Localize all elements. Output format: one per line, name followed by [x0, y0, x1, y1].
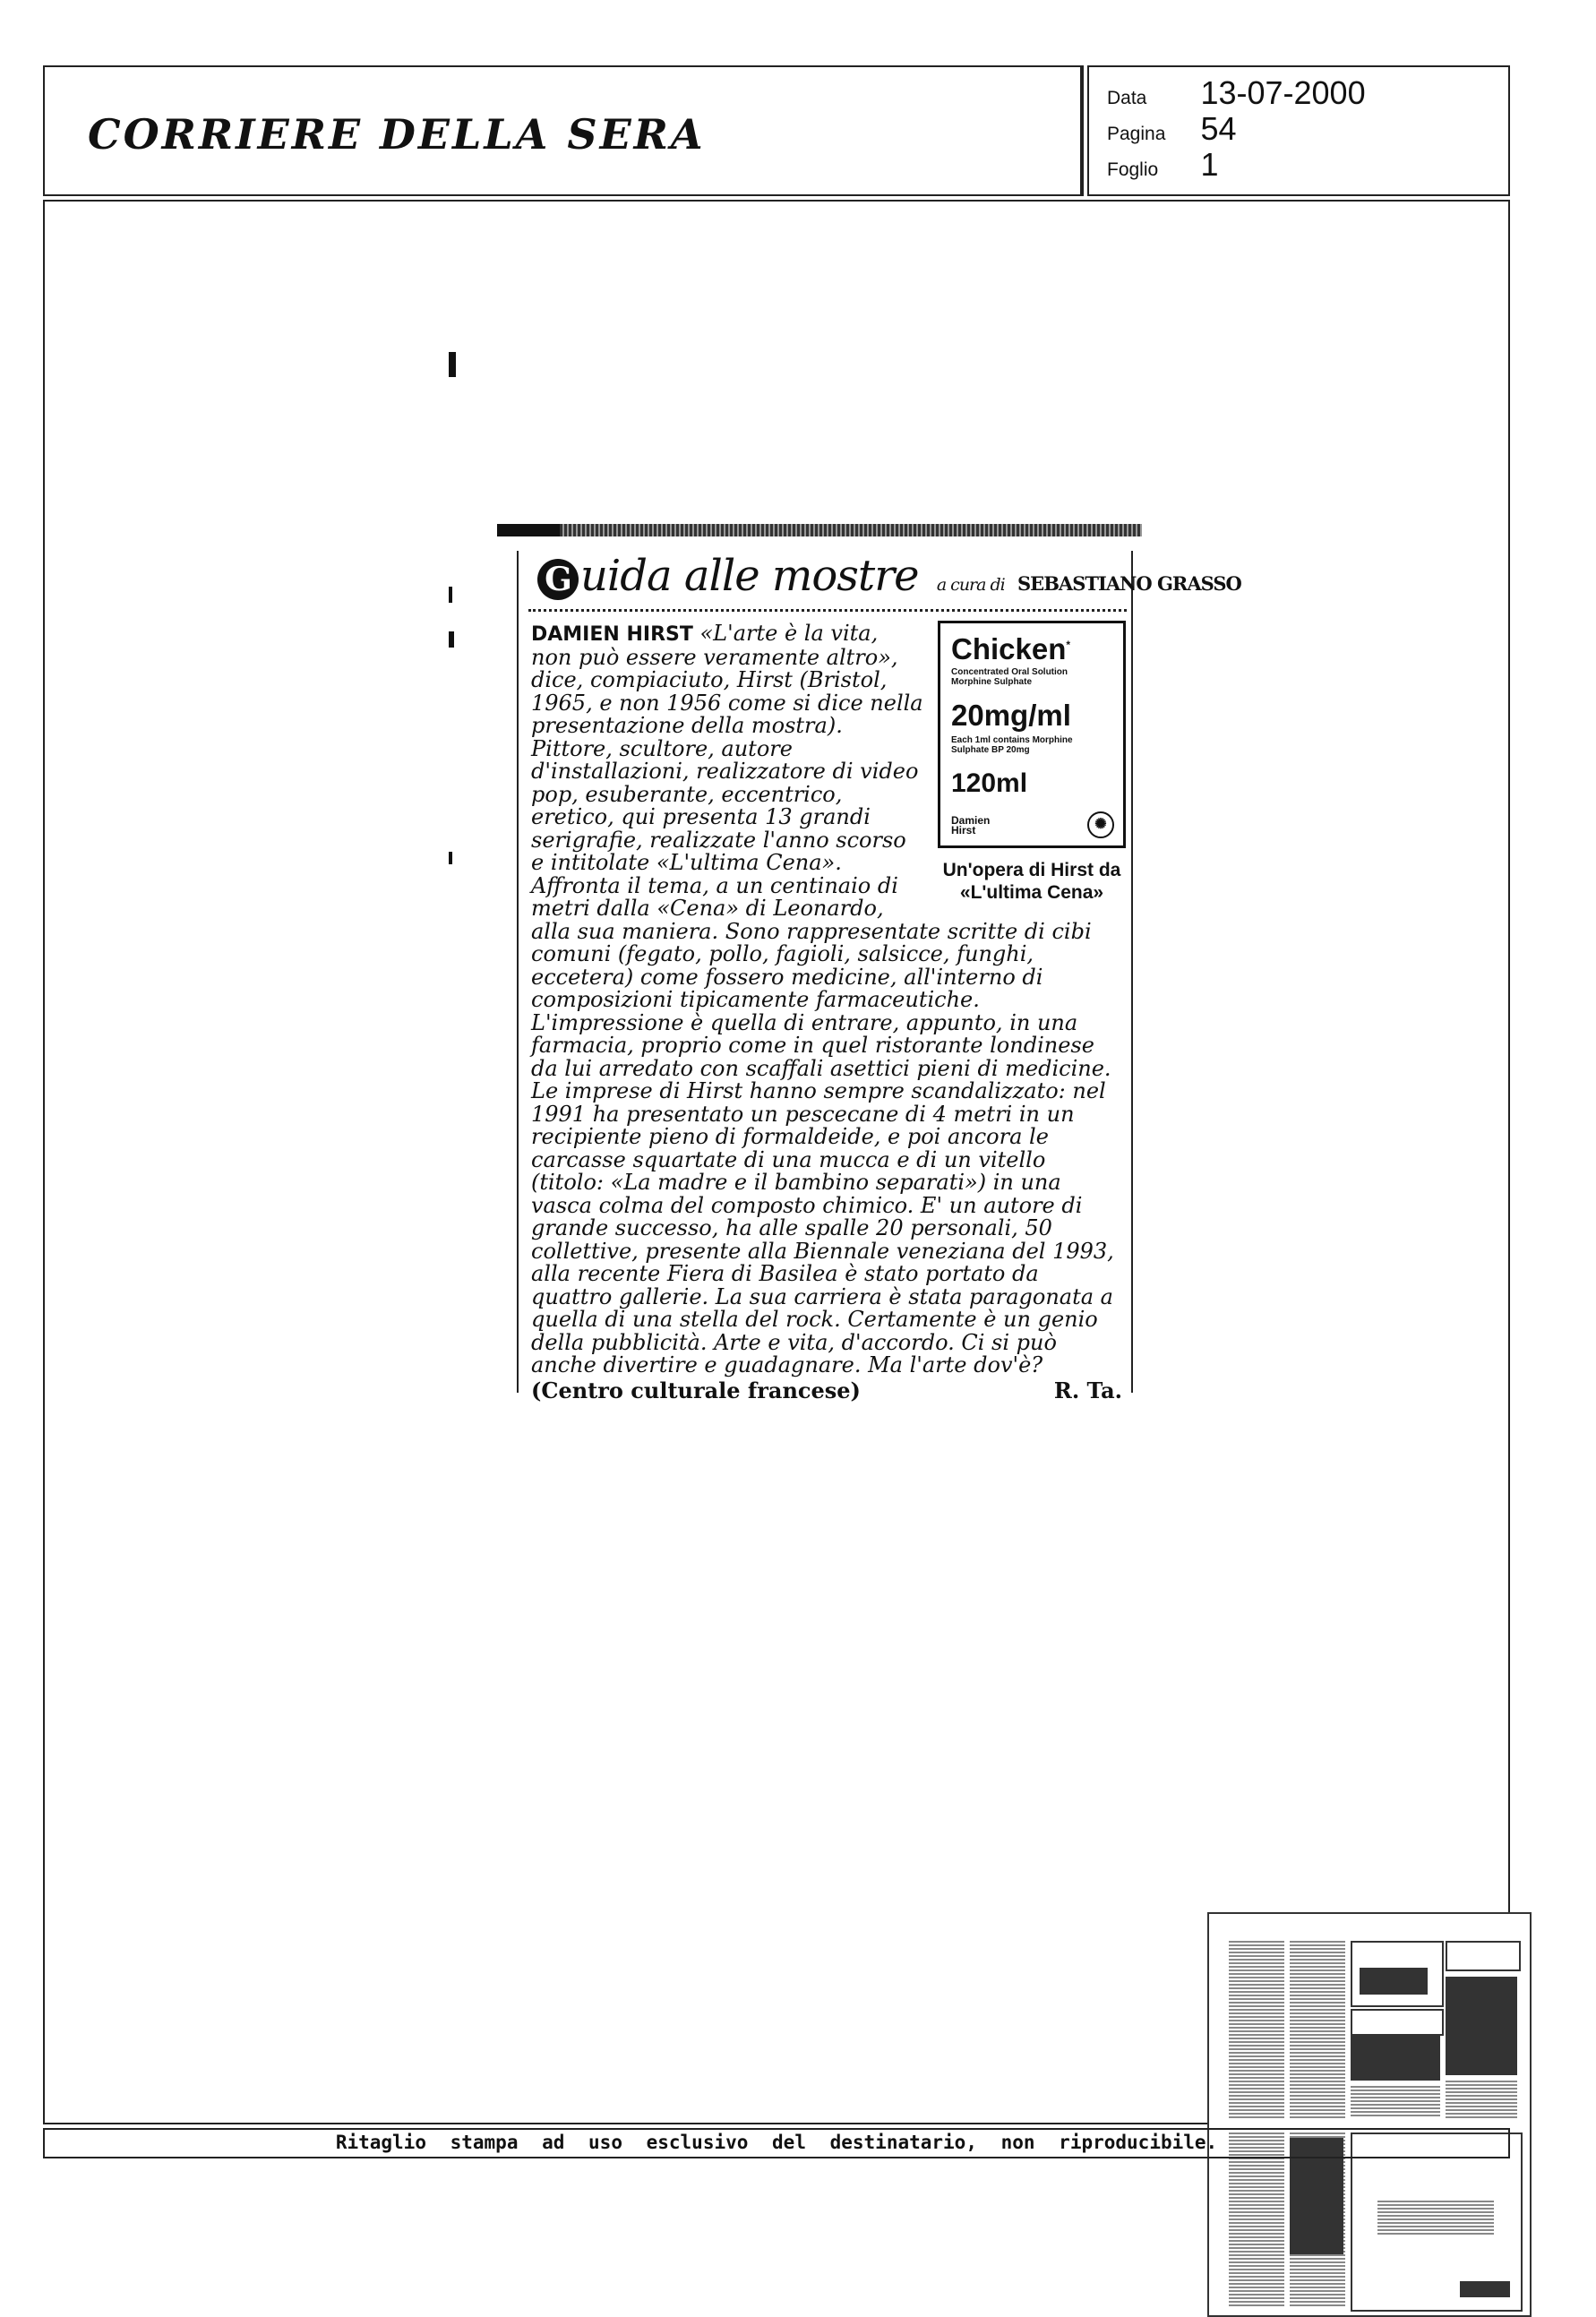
card-artist-first: Damien — [951, 814, 991, 827]
adjacent-column-fragment — [449, 631, 454, 648]
thumbnail-photo — [1351, 2036, 1440, 2081]
meta-sheet-value: 1 — [1200, 146, 1219, 183]
thumbnail-text-column — [1229, 2132, 1284, 2308]
masthead: CORRIERE DELLA SERA — [88, 110, 706, 159]
adjacent-column-fragment — [449, 587, 452, 603]
card-title: Chicken* — [951, 632, 1071, 665]
card-dose: 20mg/ml — [951, 699, 1071, 732]
venue: (Centro culturale francese) — [531, 1377, 861, 1403]
dotted-divider — [528, 609, 1127, 612]
signature: R. Ta. — [1053, 1377, 1122, 1403]
meta-page-row — [1107, 110, 1237, 148]
card-line-4: Sulphate BP 20mg — [951, 745, 1030, 755]
thumbnail-text-column — [1290, 1941, 1345, 2120]
thumbnail-text-column — [1229, 1941, 1284, 2120]
article-body: «L'arte è la vita, non può essere veramente altro», dice, compiaciuto, Hirst (Bristol, 1965, e non 1956 come si dice nella presentazione della mostra). Pittore, scultore, autore d'installazioni, realizzatore di video pop, esuberante, eccentrico, eretico, qui presenta 13 grandi serigrafie, realizzate l'anno scorso e intitolate «L'ultima Cena». Affronta il tema, a un centinaio di metri dalla «Cena» di Leonardo, alla sua maniera. Sono rappresentate scritte di cibi comuni (fegato, pollo, fagioli, salsicce, funghi, eccetera) come fossero medicine, all'interno di composizioni tipicamente farmaceutiche. L'impressione è quella di entrare, appunto, in una farmacia, proprio come in quel ristorante londinese da lui arredato con scaffali asettici pieni di medicine. Le imprese di Hirst hanno sempre scandalizzato: nel 1991 ha presentato un pescecane di 4 metri in un recipiente pieno di formaldeide, e poi ancora le carcasse squartate di una mucca e di un vitello (titolo: «La madre e il bambino separati») in una vasca colma del composto chimico. E' un autore di grande successo, ha alle spalle 20 personali, 50 collettive, presente alla Biennale veneziana del 1993, alla recente Fiera di Basilea è stato portato da quattro gallerie. La sua carriera è stata paragonata a quella di una stella del rock. Certamente è un genio della pubblicità. Arte e vita, d'accordo. Ci si può anche divertire e guadagnare. Ma l'arte dov'è? — [531, 621, 1114, 1377]
thumbnail-ad-image — [1360, 1968, 1428, 1995]
section-title-text: uida alle mostre — [580, 551, 919, 601]
section-title — [537, 551, 1241, 601]
top-rule-accent — [497, 524, 560, 536]
thumbnail-ad — [1351, 2009, 1444, 2036]
meta-date-value: 13-07-2000 — [1200, 74, 1366, 111]
curator-name: SEBASTIANO GRASSO — [1017, 572, 1241, 595]
footer-notice: Ritaglio stampa ad uso esclusivo del destinatario, non riproducibile. — [335, 2132, 1218, 2153]
meta-page-value: 54 — [1200, 110, 1237, 147]
artwork-label-card — [938, 621, 1126, 848]
top-rule — [497, 524, 1142, 536]
section-initial: G — [537, 559, 579, 600]
meta-date-label: Data — [1107, 88, 1147, 108]
curated-by-label: a cura di — [936, 575, 1005, 595]
header-meta-box — [1087, 65, 1510, 196]
adjacent-column-fragment — [449, 352, 456, 377]
thumbnail-text-column — [1446, 2081, 1517, 2120]
meta-sheet-row — [1107, 146, 1218, 184]
pharmacy-symbol-icon: ✺ — [1087, 811, 1114, 838]
article-headline: DAMIEN HIRST — [531, 623, 693, 646]
header-masthead-box — [43, 65, 1084, 196]
column-rule-right — [1131, 551, 1133, 1393]
meta-page-label: Pagina — [1107, 124, 1166, 144]
card-line-1: Concentrated Oral Solution — [951, 667, 1068, 677]
thumbnail-ad-logo — [1460, 2281, 1510, 2297]
article-clipping — [497, 524, 1241, 1403]
footer-box — [43, 2128, 1510, 2158]
thumbnail-ad-text — [1377, 2201, 1494, 2236]
thumbnail-ad — [1446, 1941, 1521, 1971]
page-thumbnail — [1207, 1912, 1532, 2317]
thumbnail-text-column — [1351, 2086, 1440, 2118]
meta-date-row — [1107, 74, 1366, 112]
card-volume: 120ml — [951, 768, 1028, 798]
thumbnail-photo — [1446, 1977, 1517, 2075]
adjacent-column-fragment — [449, 852, 452, 864]
column-rule-left — [517, 551, 519, 1393]
card-line-3: Each 1ml contains Morphine — [951, 735, 1073, 745]
card-line-2: Morphine Sulphate — [951, 677, 1032, 687]
figure-caption: Un'opera di Hirst da «L'ultima Cena» — [942, 860, 1121, 903]
article-footer-row — [531, 1379, 1122, 1403]
meta-sheet-label: Foglio — [1107, 159, 1159, 180]
card-artist-last: Hirst — [951, 824, 976, 837]
clipping-area — [43, 200, 1510, 2124]
artwork-figure — [938, 621, 1126, 904]
article-text — [531, 622, 1122, 1402]
